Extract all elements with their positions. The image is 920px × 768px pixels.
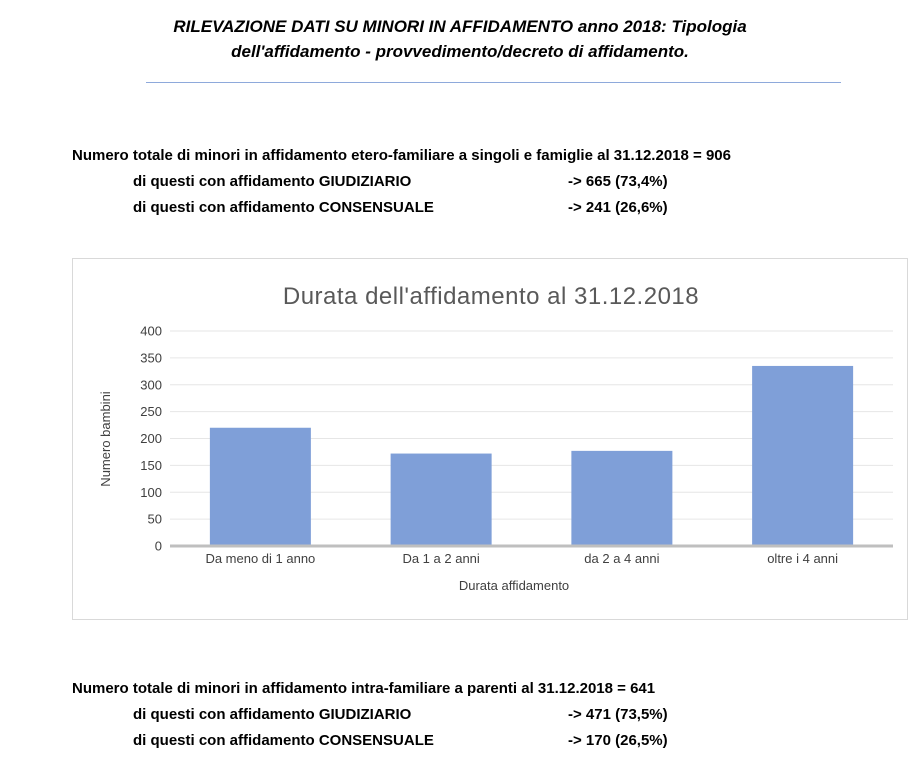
- y-tick-label: 100: [140, 484, 162, 500]
- title-divider: [146, 82, 841, 83]
- y-tick-label: 50: [147, 511, 162, 527]
- bar-3: [571, 451, 672, 546]
- bar-2: [391, 454, 492, 546]
- etero-giudiziario-value: -> 665 (73,4%): [568, 173, 668, 190]
- bar-4: [752, 366, 853, 546]
- report-title: [0, 14, 920, 64]
- y-tick-label: 400: [140, 323, 162, 339]
- intra-consensuale-value: -> 170 (26,5%): [568, 732, 668, 749]
- y-tick-label: 150: [140, 457, 162, 473]
- bar-1: [210, 428, 311, 546]
- report-title-line2: dell'affidamento - provvedimento/decreto di affidamento.: [231, 42, 689, 61]
- intra-familiare-heading: Numero totale di minori in affidamento intra-familiare a parenti al 31.12.2018 = 641: [72, 680, 656, 697]
- x-axis-title: Durata affidamento: [458, 578, 570, 593]
- y-tick-label: 300: [140, 377, 162, 393]
- duration-chart: [72, 258, 908, 620]
- y-tick-label: 350: [140, 350, 162, 366]
- report-title-line1: RILEVAZIONE DATI SU MINORI IN AFFIDAMENTO anno 2018: Tipologia: [173, 17, 747, 36]
- etero-giudiziario-row: [72, 169, 731, 195]
- etero-giudiziario-label: di questi con affidamento GIUDIZIARIO: [133, 173, 412, 190]
- x-tick-label: da 2 a 4 anni: [584, 551, 660, 566]
- chart-title: Durata dell'affidamento al 31.12.2018: [282, 283, 700, 310]
- y-axis-title: Numero bambini: [98, 391, 113, 487]
- intra-familiare-summary: [72, 676, 668, 754]
- etero-familiare-heading: Numero totale di minori in affidamento etero-familiare a singoli e famiglie al 31.12.2018 = 906: [72, 147, 731, 164]
- etero-consensuale-row: [72, 195, 731, 221]
- y-tick-label: 0: [154, 538, 162, 554]
- intra-giudiziario-value: -> 471 (73,5%): [568, 706, 668, 723]
- x-tick-label: oltre i 4 anni: [767, 551, 839, 566]
- x-tick-label: Da meno di 1 anno: [205, 551, 316, 566]
- intra-giudiziario-row: [72, 702, 668, 728]
- intra-giudiziario-label: di questi con affidamento GIUDIZIARIO: [133, 706, 412, 723]
- etero-consensuale-label: di questi con affidamento CONSENSUALE: [133, 199, 434, 216]
- x-tick-label: Da 1 a 2 anni: [402, 551, 480, 566]
- intra-consensuale-row: [72, 728, 668, 754]
- intra-consensuale-label: di questi con affidamento CONSENSUALE: [133, 732, 434, 749]
- y-tick-label: 200: [140, 431, 162, 446]
- duration-chart-svg: [73, 259, 909, 621]
- etero-consensuale-value: -> 241 (26,6%): [568, 199, 668, 216]
- etero-familiare-summary: [72, 143, 731, 221]
- y-tick-label: 250: [140, 404, 162, 420]
